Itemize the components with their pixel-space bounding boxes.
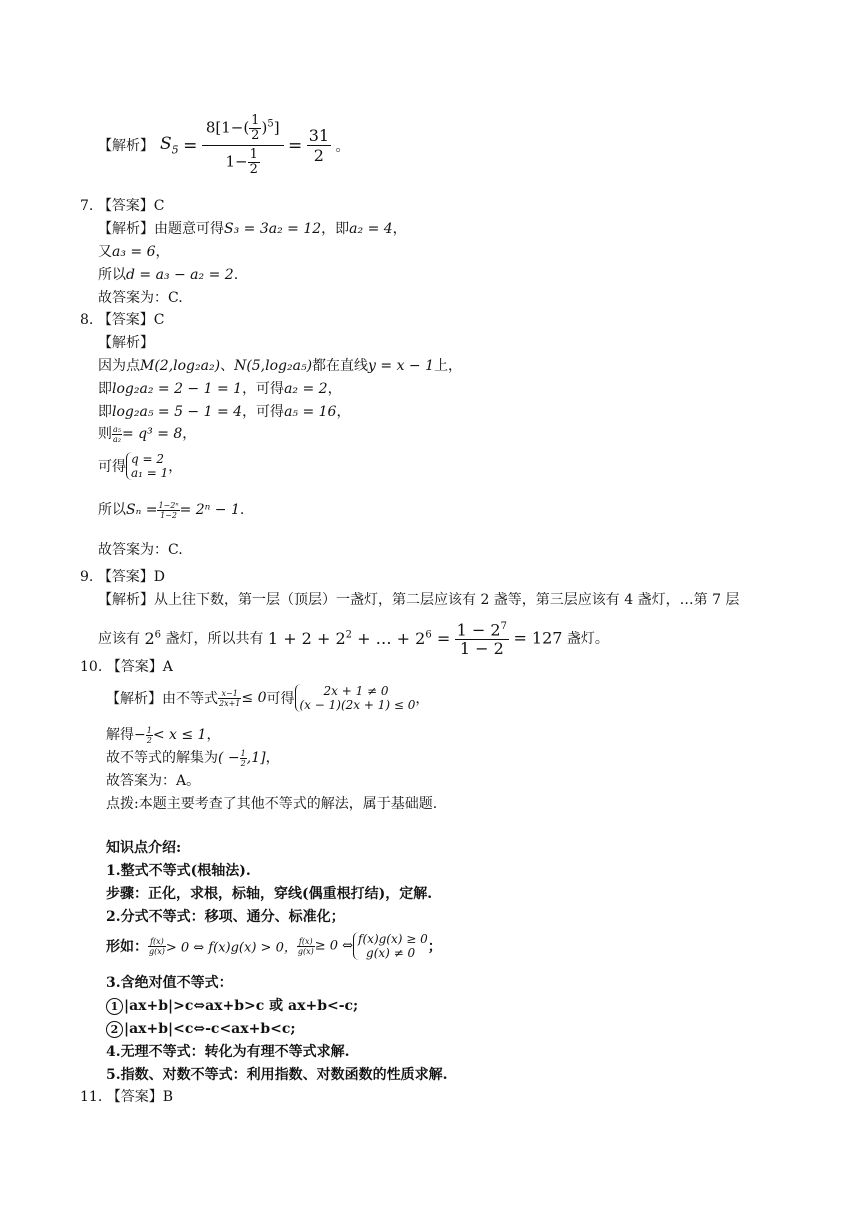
q11-answer: 11. 【答案】B	[80, 1089, 174, 1105]
q8-conclusion: 故答案为：C.	[98, 542, 183, 558]
knowledge-item-2-form: 形如： $\frac{f(x)}{g(x)}$ > 0 ⇔ f(x)g(x) > 0， $\frac{f(x)}{g(x)}$ ≥ 0 ⇔ f(x)g(x) ≥ 0 g(x) ≠ 0 ；	[106, 932, 442, 960]
q10-note: 点拨:本题主要考查了其他不等式的解法，属于基础题.	[106, 796, 438, 812]
q7-analysis-line2: 又a₃ = 6，	[98, 244, 170, 260]
q6-formula: $S_5$ = 8[1−( $\frac{1}{2}$ )$^5$] 1− $\frac{1}{2}$ = $\frac{31}{2}$ 。	[160, 113, 350, 177]
knowledge-item-4: 4.无理不等式：转化为有理不等式求解.	[106, 1044, 350, 1060]
q9-answer: 9. 【答案】D	[80, 569, 166, 585]
q8-answer: 8. 【答案】C	[80, 312, 165, 328]
q6-result-fraction: $\frac{31}{2}$	[308, 126, 330, 165]
knowledge-item-5: 5.指数、对数不等式：利用指数、对数函数的性质求解.	[106, 1067, 448, 1083]
q8-system: q = 2 a₁ = 1	[126, 452, 168, 480]
knowledge-item-3: 3.含绝对值不等式：	[106, 975, 233, 991]
circled-number-1-icon: 1	[106, 998, 123, 1015]
q8-analysis-line5: 可得 q = 2 a₁ = 1 ，	[98, 452, 183, 480]
q10-conclusion: 故答案为：A。	[106, 773, 201, 789]
q6-s5: $S_5$	[160, 134, 179, 157]
q7-analysis-line1: 【解析】由题意可得S₃ = 3a₂ = 12，即a₂ = 4，	[98, 221, 407, 237]
q8-analysis-line2: 即log₂a₂ = 2 − 1 = 1，可得a₂ = 2，	[98, 381, 342, 397]
q6-analysis-line	[98, 136, 154, 156]
knowledge-title: 知识点介绍:	[106, 840, 182, 856]
q7-conclusion: 故答案为：C.	[98, 290, 183, 306]
knowledge-item-1: 1.整式不等式(根轴法).	[106, 863, 251, 879]
q8-analysis-line1: 因为点M(2,log₂a₂)、N(5,log₂a₅)都在直线y = x − 1上，	[98, 358, 463, 374]
knowledge-item-2: 2.分式不等式：移项、通分、标准化；	[106, 909, 345, 925]
q10-answer: 10. 【答案】A	[80, 659, 173, 675]
q8-analysis-line3: 即log₂a₅ = 5 − 1 = 4，可得a₅ = 16，	[98, 404, 351, 420]
circled-number-2-icon: 2	[106, 1021, 123, 1038]
knowledge-item-3-rule1: 1 |ax+b|>c⇔ax+b>c 或 ax+b<-c;	[106, 996, 358, 1016]
q7-answer: 7. 【答案】C	[80, 198, 165, 214]
q10-analysis-line2: 解得− $\frac{1}{2}$ < x ≤ 1，	[106, 725, 221, 745]
knowledge-item-3-rule2: 2 |ax+b|<c⇔-c<ax+b<c;	[106, 1019, 296, 1039]
q8-analysis-line4: 则 $\frac{\text{a₅}}{\text{a₂}}$ = q³ = 8，	[98, 424, 197, 444]
q7-analysis-line3: 所以d = a₃ − a₂ = 2.	[98, 267, 239, 283]
q9-analysis-line2: 应该有 $2^6$ 盏灯，所以共有 $1 + 2 + 2^2$ + … + $2^6$ = $\frac{1 - 2^7}{1 - 2}$ = 127 盏灯。	[98, 618, 609, 658]
q8-analysis-line6: 所以Sₙ = $\frac{\text{1−2ⁿ}}{1-2}$ = 2ⁿ − 1.	[98, 500, 245, 520]
q10-analysis-line1: 【解析】由不等式 $\frac{x-1}{2x+1}$ ≤ 0可得 2x + 1 ≠ 0 (x − 1)(2x + 1) ≤ 0 ，	[106, 684, 430, 712]
knowledge-system: f(x)g(x) ≥ 0 g(x) ≠ 0	[353, 932, 428, 960]
q9-analysis-line1: 【解析】从上往下数，第一层（顶层）一盏灯，第二层应该有 2 盏等，第三层应该有 4 盏灯，…第 7 层	[98, 592, 740, 608]
q10-system: 2x + 1 ≠ 0 (x − 1)(2x + 1) ≤ 0	[295, 684, 416, 712]
q8-jiexi-label: 【解析】	[98, 335, 154, 351]
q6-jiexi-label: 【解析】	[98, 138, 154, 154]
q10-analysis-line3: 故不等式的解集为( − $\frac{1}{2}$ ,1]，	[106, 748, 280, 768]
q9-sum-fraction: $\frac{1 - 2^7}{1 - 2}$	[455, 618, 509, 658]
knowledge-item-1-steps: 步骤：正化，求根，标轴，穿线(偶重根打结)，定解.	[106, 886, 433, 902]
q6-main-fraction: 8[1−( $\frac{1}{2}$ )$^5$] 1− $\frac{1}{2}$	[202, 114, 284, 177]
